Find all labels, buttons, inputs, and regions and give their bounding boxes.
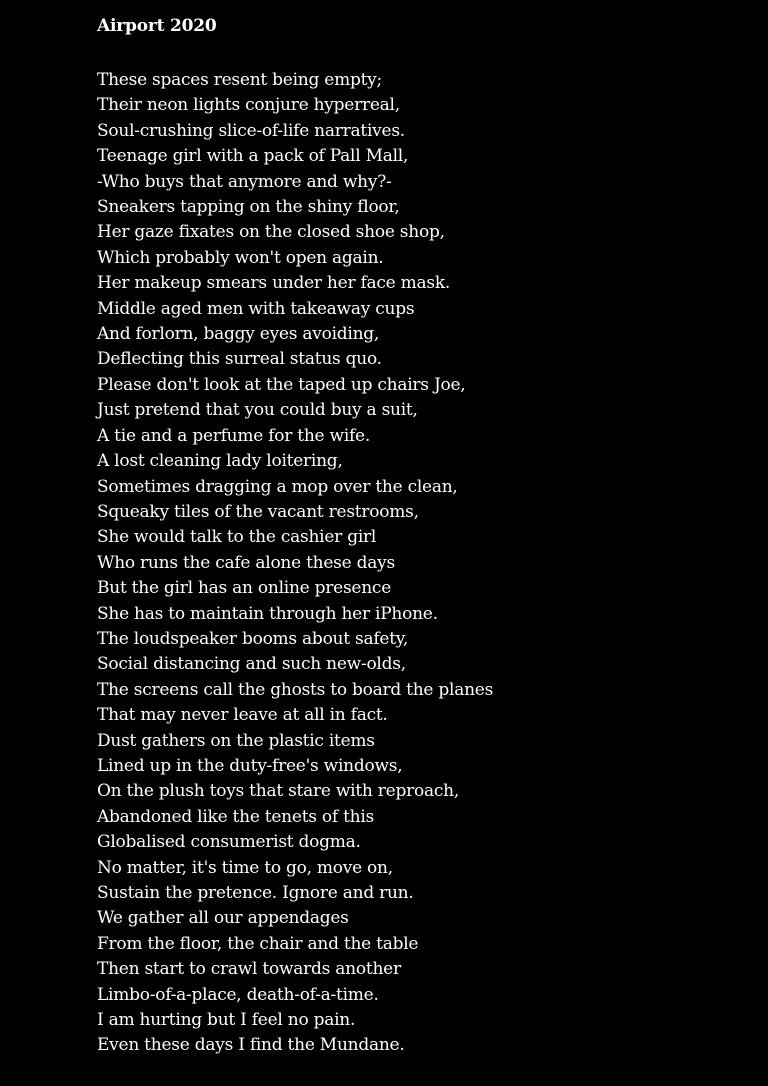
poem-line: And forlorn, baggy eyes avoiding,: [97, 324, 380, 345]
poem-line: Globalised consumerist dogma.: [97, 832, 361, 853]
poem-line: Limbo-of-a-place, death-of-a-time.: [97, 984, 379, 1005]
poem-line: A lost cleaning lady loitering,: [97, 451, 343, 472]
poem-line: Social distancing and such new-olds,: [97, 654, 406, 675]
poem-page: [97, 14, 737, 1059]
poem-line: That may never leave at all in fact.: [97, 705, 388, 726]
poem-line: Lined up in the duty-free's windows,: [97, 755, 403, 776]
poem-line: A tie and a perfume for the wife.: [97, 425, 371, 446]
poem-line: Teenage girl with a pack of Pall Mall,: [97, 146, 409, 167]
poem-line: Please don't look at the taped up chairs Joe,: [97, 374, 466, 395]
poem-line: I am hurting but I feel no pain.: [97, 1010, 356, 1031]
poem-line: -Who buys that anymore and why?-: [97, 171, 392, 192]
poem-line: Sneakers tapping on the shiny floor,: [97, 197, 400, 218]
poem-line: Deflecting this surreal status quo.: [97, 349, 382, 370]
poem-line: From the floor, the chair and the table: [97, 933, 419, 954]
poem-title: Airport 2020: [97, 16, 217, 36]
poem-line: The screens call the ghosts to board the planes: [97, 679, 494, 700]
poem-line: We gather all our appendages: [97, 908, 349, 929]
poem-line: No matter, it's time to go, move on,: [97, 857, 393, 878]
poem-line: Sustain the pretence. Ignore and run.: [97, 883, 414, 903]
poem-line: Dust gathers on the plastic items: [97, 730, 375, 751]
poem-line: Then start to crawl towards another: [97, 959, 401, 980]
poem-body: [97, 68, 737, 1059]
poem-line: Which probably won't open again.: [97, 247, 384, 268]
poem-line: These spaces resent being empty;: [97, 70, 382, 90]
poem-line: Just pretend that you could buy a suit,: [97, 400, 418, 421]
poem-line: Abandoned like the tenets of this: [97, 806, 375, 827]
poem-line: On the plush toys that stare with reproach,: [97, 781, 459, 802]
poem-line: But the girl has an online presence: [97, 578, 392, 599]
poem-line: Soul-crushing slice-of-life narratives.: [97, 120, 405, 141]
poem-line: Who runs the cafe alone these days: [97, 552, 395, 573]
poem-line: She has to maintain through her iPhone.: [97, 603, 438, 624]
poem-line: Her makeup smears under her face mask.: [97, 273, 451, 294]
poem-line: Her gaze fixates on the closed shoe shop,: [97, 222, 445, 243]
poem-line: She would talk to the cashier girl: [97, 527, 377, 548]
poem-line: Squeaky tiles of the vacant restrooms,: [97, 501, 419, 522]
poem-line: The loudspeaker booms about safety,: [97, 628, 409, 649]
poem-line: Sometimes dragging a mop over the clean,: [97, 476, 458, 497]
poem-line: Their neon lights conjure hyperreal,: [97, 95, 400, 116]
poem-line: Even these days I find the Mundane.: [97, 1035, 405, 1056]
poem-line: Middle aged men with takeaway cups: [97, 298, 415, 319]
